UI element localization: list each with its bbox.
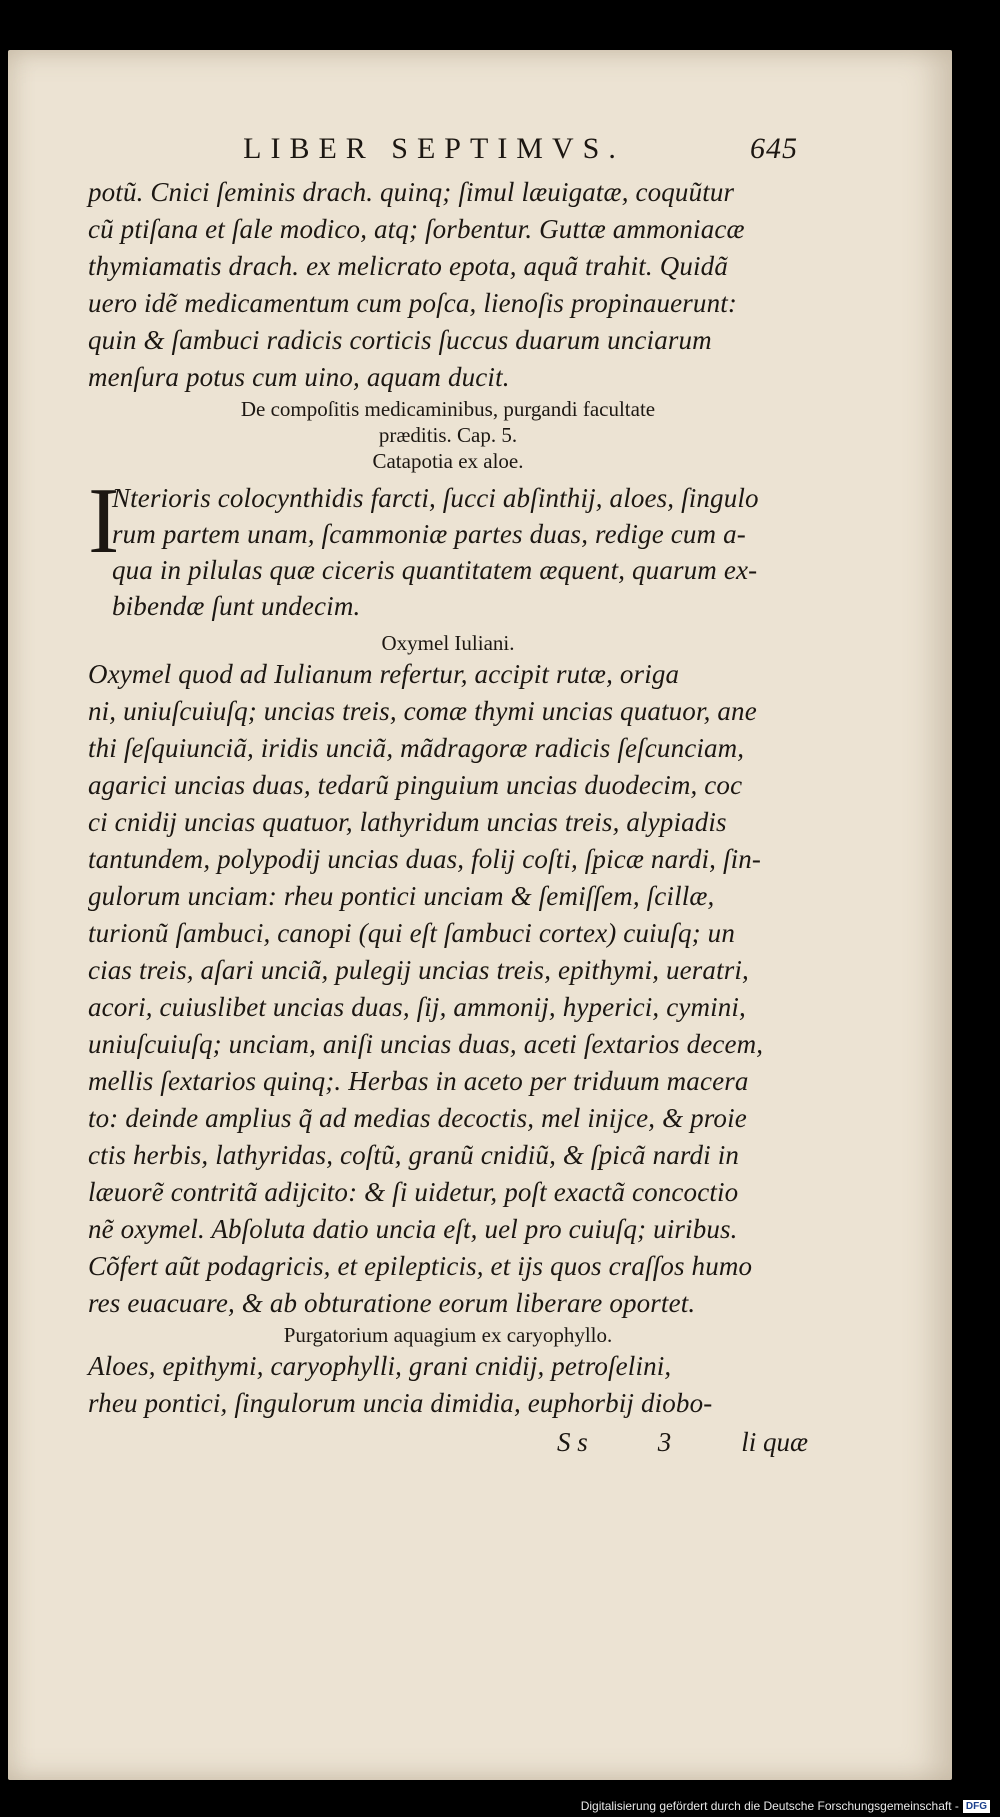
text-line: agarici uncias duas, tedarũ pinguium uncias duodecim, coc xyxy=(88,770,743,800)
section-heading: Catapotia ex aloe. xyxy=(372,449,524,473)
text-line: læuorẽ contritã adijcito: & ſi uidetur, poſt exactã concoctio xyxy=(88,1177,739,1207)
digitization-credit xyxy=(581,1799,990,1813)
text-line: quin & ſambuci radicis corticis ſuccus duarum unciarum xyxy=(88,325,712,355)
folio-number: 645 xyxy=(750,132,798,165)
signature-mark: S s xyxy=(556,1427,588,1457)
text-line: turionũ ſambuci, canopi (qui eſt ſambuci cortex) cuiuſq; un xyxy=(88,918,735,948)
text-line: rheu pontici, ſingulorum uncia dimidia, euphorbij diobo- xyxy=(88,1388,713,1418)
text-line: mellis ſextarios quinq;. Herbas in aceto per triduum macera xyxy=(88,1066,749,1096)
text-line: bibendæ ſunt undecim. xyxy=(112,591,361,621)
drop-cap-initial: I xyxy=(88,480,120,573)
text-line: uero idẽ medicamentum cum poſca, lienoſis propinauerunt: xyxy=(88,288,738,318)
text-line: menſura potus cum uino, aquam ducit. xyxy=(88,362,510,392)
section-heading: Oxymel Iuliani. xyxy=(381,631,515,655)
drop-cap-paragraph xyxy=(88,480,808,624)
text-line: Aloes, epithymi, caryophylli, grani cnidij, petroſelini, xyxy=(88,1351,672,1381)
credit-text: Digitalisierung gefördert durch die Deutsche Forschungsgemeinschaft - xyxy=(580,1799,959,1813)
text-line: res euacuare, & ab obturatione eorum liberare oportet. xyxy=(88,1288,696,1318)
text-line: Oxymel quod ad Iulianum refertur, accipit rutæ, origa xyxy=(88,659,680,689)
running-title: LIBER SEPTIMVS. xyxy=(243,132,625,165)
signature-number: 3 xyxy=(657,1427,672,1457)
text-line: thymiamatis drach. ex melicrato epota, aquã trahit. Quidã xyxy=(88,251,728,281)
text-line: Nterioris colocynthidis farcti, ſucci abſinthij, aloes, ſingulo xyxy=(112,483,759,513)
section-heading: præditis. Cap. 5. xyxy=(378,423,518,447)
section-heading: De compoſitis medicaminibus, purgandi facultate xyxy=(240,397,656,421)
text-line: tantundem, polypodij uncias duas, folij coſti, ſpicæ nardi, ſin- xyxy=(88,844,762,874)
text-line: gulorum unciam: rheu pontici unciam & ſemiſſem, ſcillæ, xyxy=(88,881,715,911)
text-line: ni, uniuſcuiuſq; uncias treis, comæ thymi uncias quatuor, ane xyxy=(88,696,757,726)
text-line: potũ. Cnici ſeminis drach. quinq; ſimul læuigatæ, coquũtur xyxy=(88,177,735,207)
text-line: cias treis, aſari unciã, pulegij uncias treis, epithymi, ueratri, xyxy=(88,955,749,985)
page-content xyxy=(88,132,808,1462)
text-line: qua in pilulas quæ ciceris quantitatem æquent, quarum ex- xyxy=(112,555,758,585)
text-line: nẽ oxymel. Abſoluta datio uncia eſt, uel pro cuiuſq; uiribus. xyxy=(88,1214,738,1244)
text-line: rum partem unam, ſcammoniæ partes duas, redige cum a- xyxy=(112,519,746,549)
section-heading: Purgatorium aquagium ex caryophyllo. xyxy=(283,1323,613,1347)
text-line: uniuſcuiuſq; unciam, aniſi uncias duas, aceti ſextarios decem, xyxy=(88,1029,764,1059)
text-line: Cõfert aũt podagricis, et epilepticis, et ijs quos craſſos humo xyxy=(88,1251,753,1281)
text-line: ctis herbis, lathyridas, coſtũ, granũ cnidiũ, & ſpicã nardi in xyxy=(88,1140,740,1170)
text-line: acori, cuiuslibet uncias duas, ſij, ammonij, hyperici, cymini, xyxy=(88,992,746,1022)
text-section-2 xyxy=(88,630,808,1422)
text-section-1 xyxy=(88,174,808,474)
book-page xyxy=(8,50,952,1780)
running-head xyxy=(88,132,808,172)
dfg-logo: DFG xyxy=(963,1800,990,1813)
signature-line xyxy=(88,1422,808,1462)
text-line: cũ ptiſana et ſale modico, atq; ſorbentur. Guttæ ammoniacæ xyxy=(88,214,745,244)
text-line: ci cnidij uncias quatuor, lathyridum uncias treis, alypiadis xyxy=(88,807,727,837)
catchword: li quæ xyxy=(741,1427,808,1457)
text-line: thi ſeſquiunciã, iridis unciã, mãdragoræ radicis ſeſcunciam, xyxy=(88,733,745,763)
text-line: to: deinde amplius q̃ ad medias decoctis, mel inijce, & proie xyxy=(88,1103,747,1133)
